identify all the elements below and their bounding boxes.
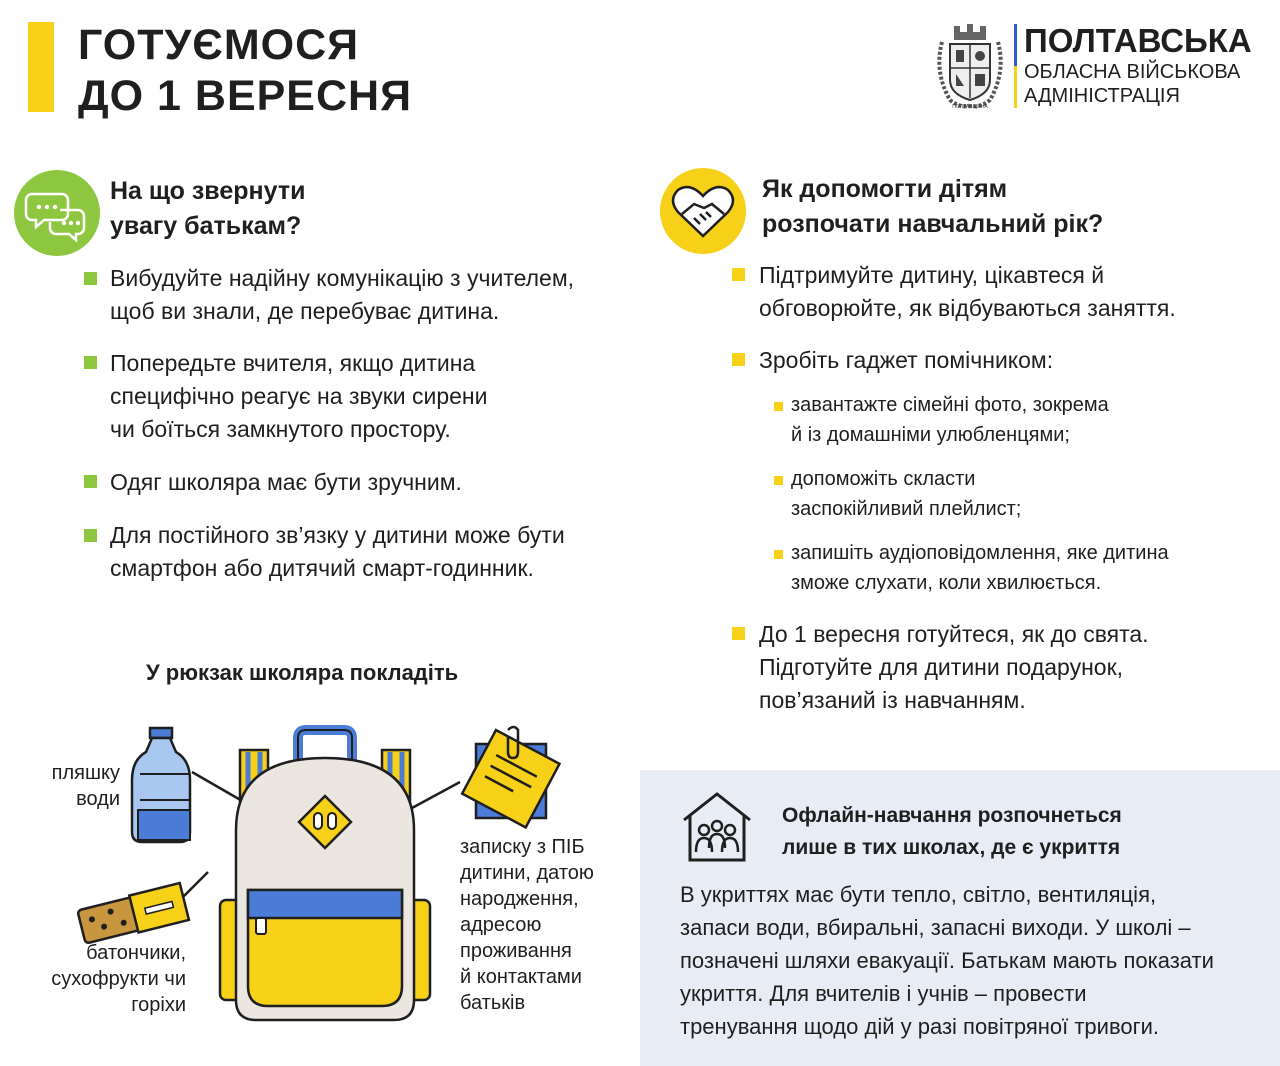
shelter-panel-text-line: укриття. Для вчителів і учнів – провести (680, 981, 1087, 1006)
list-item-line: специфічно реагує на звуки сирени (110, 383, 488, 409)
right-section-title-line-1: Як допомогти дітям (762, 175, 1008, 203)
title-accent-bar (28, 22, 54, 112)
shelter-panel-text-line: тренування щодо дій у разі повітряної тривоги. (680, 1014, 1160, 1039)
label-water-line: пляшку (51, 762, 120, 784)
sub-list-item-line: завантажте сімейні фото, зокрема (791, 394, 1109, 416)
bullet-square (84, 475, 97, 488)
bullet-square (84, 272, 97, 285)
backpack-icon (220, 730, 430, 1020)
sub-list-item-line: допоможіть скласти (791, 468, 976, 490)
logo-bar-yellow (1014, 66, 1017, 108)
label-snacks-line: батончики, (86, 942, 186, 964)
org-name: ПОЛТАВСЬКА (1024, 22, 1252, 59)
label-note-line: батьків (460, 992, 526, 1014)
sub-bullet-square (774, 550, 783, 559)
bullet-square (732, 268, 745, 281)
page-title-line-1: ГОТУЄМОСЯ (78, 21, 360, 69)
list-item-line: пов’язаний із навчанням. (759, 687, 1026, 713)
org-sub-line-1: ОБЛАСНА ВІЙСЬКОВА (1024, 61, 1241, 83)
shelter-panel-title-line-1: Офлайн-навчання розпочнеться (782, 804, 1122, 827)
shelter-panel-text-line: В укриттях має бути тепло, світло, вентиляція, (680, 882, 1157, 907)
label-note (460, 834, 594, 1016)
left-section-title-line-2: увагу батькам? (110, 212, 302, 240)
label-note-line: дитини, датою (460, 862, 594, 884)
label-note-line: адресою (460, 914, 542, 936)
sub-bullet-square (774, 476, 783, 485)
shelter-panel-text-line: позначені шляхи евакуації. Батькам мають показати (680, 948, 1214, 973)
sub-bullet-square (774, 402, 783, 411)
list-item-line: щоб ви знали, де перебуває дитина. (110, 298, 500, 324)
list-item (759, 344, 1053, 377)
poltava-coat-of-arms-icon (932, 22, 1008, 110)
label-snacks-line: горіхи (131, 994, 186, 1016)
list-item (110, 519, 565, 585)
bullet-square (732, 353, 745, 366)
shelter-panel-title (782, 800, 1122, 864)
sub-list-item (791, 464, 1021, 524)
bullet-square (84, 529, 97, 542)
sub-list-item (791, 538, 1169, 598)
label-snacks (20, 940, 186, 1018)
list-item-line: Для постійного зв’язку у дитини може бути (110, 522, 565, 548)
left-section-title-line-1: На що звернути (110, 177, 306, 205)
sub-list-item-line: запишіть аудіоповідомлення, яке дитина (791, 542, 1169, 564)
emblem-text: ПОЛТАВЩИНА (952, 104, 988, 110)
right-section-title (762, 172, 1103, 242)
list-item-line: Зробіть гаджет помічником: (759, 347, 1054, 373)
page-title-line-2: ДО 1 ВЕРЕСНЯ (78, 72, 412, 120)
list-item-line: Підготуйте для дитини подарунок, (759, 654, 1124, 680)
org-sub-line-2: АДМІНІСТРАЦІЯ (1024, 85, 1180, 107)
logo-bar-blue (1014, 24, 1017, 66)
label-water (38, 760, 120, 812)
sub-list-item (791, 390, 1109, 450)
shelter-panel-title-line-2: лише в тих школах, де є укриття (782, 836, 1121, 859)
label-note-line: проживання (460, 940, 572, 962)
list-item-line: Попередьте вчителя, якщо дитина (110, 350, 476, 376)
list-item (110, 466, 462, 499)
list-item-line: чи боїться замкнутого простору. (110, 416, 451, 442)
backpack-section-title: У рюкзак школяра покладіть (146, 660, 459, 685)
water-bottle-icon (132, 728, 190, 842)
list-item (110, 347, 487, 446)
note-paper-icon (462, 727, 559, 827)
label-note-line: й контактами (460, 966, 582, 988)
page-title (78, 20, 412, 122)
label-snacks-line: сухофрукти чи (51, 968, 186, 990)
list-item-line: Одяг школяра має бути зручним. (110, 469, 462, 495)
shelter-panel-text (680, 878, 1214, 1043)
list-item (759, 618, 1149, 717)
sub-list-item-line: заспокійливий плейлист; (791, 498, 1022, 520)
list-item-line: Підтримуйте дитину, цікавтеся й (759, 262, 1105, 288)
shelter-house-icon (680, 790, 754, 864)
list-item (110, 262, 574, 328)
label-note-line: народження, (460, 888, 579, 910)
list-item (759, 259, 1176, 325)
list-item-line: Вибудуйте надійну комунікацію з учителем, (110, 265, 575, 291)
sub-list-item-line: зможе слухати, коли хвилюється. (791, 572, 1102, 594)
chat-bubbles-icon (14, 170, 100, 256)
right-section-title-line-2: розпочати навчальний рік? (762, 210, 1104, 238)
label-note-line: записку з ПІБ (460, 836, 585, 858)
sub-list-item-line: й із домашніми улюбленцями; (791, 424, 1070, 446)
snack-bar-icon (77, 883, 189, 946)
shelter-panel-text-line: запаси води, вбиральні, запасні виходи. У школі – (680, 915, 1191, 940)
list-item-line: смартфон або дитячий смарт-годинник. (110, 555, 534, 581)
left-section-title (110, 174, 305, 244)
handshake-heart-icon (660, 168, 746, 254)
label-water-line: води (76, 788, 120, 810)
bullet-square (732, 627, 745, 640)
bullet-square (84, 356, 97, 369)
list-item-line: До 1 вересня готуйтеся, як до свята. (759, 621, 1149, 647)
list-item-line: обговорюйте, як відбуваються заняття. (759, 295, 1176, 321)
